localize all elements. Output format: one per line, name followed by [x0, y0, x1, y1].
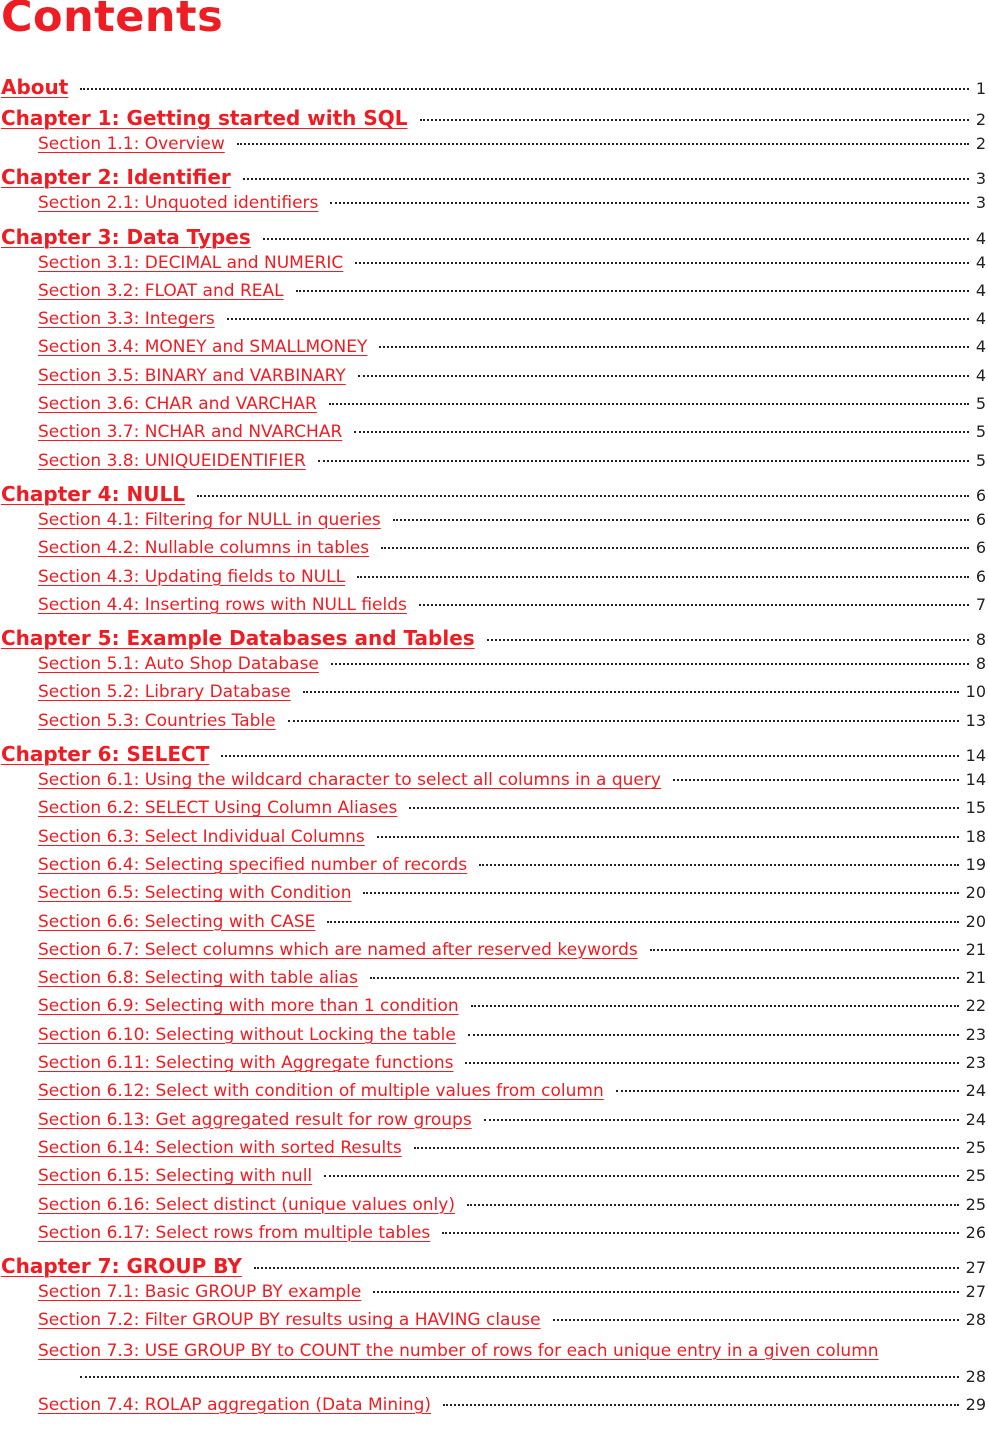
page-number: 28: [965, 1366, 986, 1386]
section-link[interactable]: Section 7.3: USE GROUP BY to COUNT the number of rows for each unique entry in a given column: [38, 1340, 879, 1361]
toc-section-row: [0, 1025, 988, 1053]
dot-leader: [324, 1165, 958, 1177]
dot-leader: [330, 192, 968, 204]
dot-leader: [303, 681, 959, 693]
section-link[interactable]: Section 4.3: Updating fields to NULL: [38, 566, 346, 587]
page-number: 4: [975, 309, 986, 329]
toc-section-row: [0, 422, 988, 450]
dot-leader: [318, 450, 969, 462]
toc-section-row: [0, 1310, 988, 1338]
page-number: 28: [965, 1310, 986, 1330]
toc-section-row: [0, 253, 988, 281]
dot-leader: [254, 1257, 959, 1269]
dot-leader: [673, 769, 959, 781]
toc-section-row: [0, 654, 988, 682]
page-number: 25: [965, 1137, 986, 1157]
page-number: 4: [975, 228, 986, 248]
toc-section-row: [0, 1195, 988, 1223]
page-number: 20: [965, 883, 986, 903]
dot-leader: [414, 1137, 959, 1149]
page-number: 14: [965, 770, 986, 790]
toc-section-row: [0, 1053, 988, 1081]
toc-chapter-row: [0, 162, 988, 193]
page-title: Contents: [1, 0, 224, 42]
page-number: 24: [965, 1081, 986, 1101]
toc-section-row: [0, 193, 988, 221]
page-number: 22: [965, 996, 986, 1016]
toc-section-row: [0, 451, 988, 479]
section-link[interactable]: Section 6.4: Selecting specified number of records: [38, 854, 468, 875]
dot-leader: [263, 228, 969, 240]
dot-leader: [442, 1222, 958, 1234]
page-number: 23: [965, 1053, 986, 1073]
page-number: 4: [975, 252, 986, 272]
page-number: 6: [975, 538, 986, 558]
toc-section-row: [0, 595, 988, 623]
section-link[interactable]: Section 6.8: Selecting with table alias: [38, 968, 358, 989]
chapter-link[interactable]: Chapter 7: GROUP BY: [1, 1254, 242, 1279]
page-number: 5: [975, 450, 986, 470]
dot-leader: [358, 365, 969, 377]
section-link[interactable]: Section 6.14: Selection with sorted Results: [38, 1137, 402, 1158]
toc-section-row: [0, 309, 988, 337]
toc-section-row: [0, 1166, 988, 1194]
toc-section-row: [0, 711, 988, 739]
toc-section-row: [0, 1110, 988, 1138]
dot-leader: [331, 653, 969, 665]
page-number: 18: [965, 826, 986, 846]
dot-leader: [363, 882, 958, 894]
page-number: 25: [965, 1194, 986, 1214]
dot-leader: [197, 485, 969, 497]
chapter-link[interactable]: Chapter 2: Identifier: [1, 165, 231, 190]
section-link[interactable]: Section 3.3: Integers: [38, 309, 215, 330]
dot-leader: [484, 1109, 959, 1121]
dot-leader: [237, 133, 969, 145]
toc-section-row: [0, 1138, 988, 1166]
section-link[interactable]: Section 6.13: Get aggregated result for row groups: [38, 1109, 472, 1130]
section-link[interactable]: Section 1.1: Overview: [38, 134, 225, 154]
dot-leader: [355, 252, 969, 264]
page-number: 10: [965, 682, 986, 702]
dot-leader: [479, 854, 959, 866]
section-link[interactable]: Section 7.2: Filter GROUP BY results using a HAVING clause: [38, 1310, 541, 1331]
section-link[interactable]: Section 4.1: Filtering for NULL in queries: [38, 509, 381, 530]
toc-section-row: [0, 798, 988, 826]
chapter-link[interactable]: Chapter 5: Example Databases and Tables: [1, 626, 475, 651]
page-number: 6: [975, 485, 986, 505]
section-link[interactable]: Section 3.4: MONEY and SMALLMONEY: [38, 337, 368, 358]
section-link[interactable]: Section 6.3: Select Individual Columns: [38, 826, 365, 847]
page-number: 20: [965, 911, 986, 931]
toc-section-row: [0, 281, 988, 309]
dot-leader: [296, 280, 969, 292]
dot-leader: [471, 995, 959, 1007]
dot-leader: [553, 1309, 959, 1321]
section-link[interactable]: Section 6.16: Select distinct (unique values only): [38, 1194, 455, 1215]
dot-leader: [419, 594, 969, 606]
toc-section-row: [0, 366, 988, 394]
chapter-link[interactable]: Chapter 4: NULL: [1, 481, 186, 506]
dot-leader: [373, 1281, 958, 1293]
toc-section-row: [0, 1339, 988, 1395]
toc-continuation-line: [0, 1367, 988, 1386]
page-number: 29: [965, 1394, 986, 1414]
toc-section-row: [0, 567, 988, 595]
dot-leader: [465, 1052, 958, 1064]
dot-leader: [221, 745, 958, 757]
page-number: 4: [975, 337, 986, 357]
section-link[interactable]: Section 5.1: Auto Shop Database: [38, 654, 319, 675]
page-number: 14: [965, 746, 986, 766]
section-link[interactable]: Section 3.2: FLOAT and REAL: [38, 280, 284, 301]
section-link[interactable]: Section 4.4: Inserting rows with NULL fields: [38, 594, 407, 615]
toc-section-row: [0, 134, 988, 162]
toc-section-row: [0, 883, 988, 911]
section-link[interactable]: Section 6.11: Selecting with Aggregate functions: [38, 1053, 454, 1074]
dot-leader: [393, 509, 969, 521]
section-link[interactable]: Section 5.3: Countries Table: [38, 710, 276, 731]
toc-section-row: [0, 1081, 988, 1109]
dot-leader: [227, 308, 969, 320]
dot-leader: [616, 1080, 959, 1092]
dot-leader: [381, 537, 969, 549]
toc-list: [0, 72, 988, 1423]
toc-section-row: [0, 394, 988, 422]
toc-section-row: [0, 337, 988, 365]
dot-leader: [379, 336, 968, 348]
section-link[interactable]: Section 5.2: Library Database: [38, 682, 291, 703]
page-number: 19: [965, 854, 986, 874]
page-number: 7: [975, 594, 986, 614]
section-link[interactable]: Section 6.1: Using the wildcard character to select all columns in a query: [38, 770, 661, 791]
section-link[interactable]: Section 6.9: Selecting with more than 1 condition: [38, 996, 459, 1017]
page-number: 26: [965, 1222, 986, 1242]
page-number: 5: [975, 394, 986, 414]
dot-leader: [354, 421, 969, 433]
page-number: 27: [965, 1258, 986, 1278]
page-number: 2: [975, 110, 986, 129]
section-link[interactable]: Section 6.15: Selecting with null: [38, 1166, 313, 1187]
page-number: 8: [975, 654, 986, 674]
section-link[interactable]: Section 3.8: UNIQUEIDENTIFIER: [38, 450, 306, 471]
section-link[interactable]: Section 3.1: DECIMAL and NUMERIC: [38, 252, 344, 273]
toc-section-row: [0, 855, 988, 883]
toc-section-row: [0, 996, 988, 1024]
toc-section-row: [0, 912, 988, 940]
section-link[interactable]: Section 6.10: Selecting without Locking the table: [38, 1024, 456, 1045]
dot-leader: [357, 566, 969, 578]
toc-chapter-row: [0, 623, 988, 654]
page-number: 13: [965, 710, 986, 730]
section-link[interactable]: Section 7.4: ROLAP aggregation (Data Mining): [38, 1394, 432, 1415]
dot-leader: [420, 109, 969, 121]
toc-section-row: [0, 968, 988, 996]
toc-chapter-row: [0, 222, 988, 253]
dot-leader: [443, 1394, 959, 1406]
section-link[interactable]: Section 3.5: BINARY and VARBINARY: [38, 365, 346, 386]
chapter-link[interactable]: Chapter 1: Getting started with SQL: [1, 106, 408, 130]
chapter-link[interactable]: Chapter 6: SELECT: [1, 742, 210, 767]
toc-section-row: [0, 770, 988, 798]
chapter-link[interactable]: Chapter 3: Data Types: [1, 224, 251, 249]
section-link[interactable]: Section 3.7: NCHAR and NVARCHAR: [38, 422, 343, 443]
section-link[interactable]: Section 4.2: Nullable columns in tables: [38, 538, 370, 559]
page-number: 25: [965, 1166, 986, 1186]
toc-section-row: [0, 940, 988, 968]
page-number: 3: [975, 193, 986, 213]
page-number: 5: [975, 422, 986, 442]
toc-chapter-row: [0, 1251, 988, 1282]
dot-leader: [377, 826, 959, 838]
page-number: 23: [965, 1024, 986, 1044]
page-number: 21: [965, 939, 986, 959]
dot-leader: [288, 710, 959, 722]
page-number: 8: [975, 630, 986, 650]
toc-chapter-row: [0, 72, 988, 103]
section-link[interactable]: Section 6.6: Selecting with CASE: [38, 911, 316, 932]
toc-section-row: [0, 1223, 988, 1251]
section-link[interactable]: Section 6.5: Selecting with Condition: [38, 883, 352, 904]
section-link[interactable]: Section 2.1: Unquoted identifiers: [38, 193, 319, 214]
dot-leader: [80, 78, 968, 90]
section-link[interactable]: Section 6.2: SELECT Using Column Aliases: [38, 798, 398, 819]
page-number: 4: [975, 280, 986, 300]
page-number: 2: [975, 134, 986, 153]
toc-section-row: [0, 510, 988, 538]
chapter-link[interactable]: About: [1, 75, 69, 99]
dot-leader: [243, 168, 969, 180]
section-link[interactable]: Section 6.17: Select rows from multiple tables: [38, 1222, 431, 1243]
page-number: 6: [975, 509, 986, 529]
toc-section-row: [0, 538, 988, 566]
dot-leader: [327, 911, 958, 923]
page-number: 27: [965, 1282, 986, 1302]
toc-chapter-row: [0, 103, 988, 134]
page-number: 3: [975, 169, 986, 189]
dot-leader: [468, 1024, 959, 1036]
page-number: 1: [975, 79, 986, 98]
dot-leader: [409, 797, 958, 809]
dot-leader: [80, 1366, 959, 1378]
dot-leader: [467, 1194, 959, 1206]
toc-section-row: [0, 827, 988, 855]
toc-section-row: [0, 1282, 988, 1310]
section-link[interactable]: Section 7.1: Basic GROUP BY example: [38, 1282, 362, 1303]
page-number: 15: [965, 798, 986, 818]
section-link[interactable]: Section 6.12: Select with condition of multiple values from column: [38, 1081, 604, 1102]
page-number: 21: [965, 968, 986, 988]
dot-leader: [370, 967, 959, 979]
toc-section-row: [0, 1395, 988, 1423]
section-link[interactable]: Section 3.6: CHAR and VARCHAR: [38, 394, 317, 415]
page-number: 24: [965, 1109, 986, 1129]
page-number: 4: [975, 365, 986, 385]
page-number: 6: [975, 566, 986, 586]
dot-leader: [329, 393, 969, 405]
dot-leader: [650, 939, 959, 951]
toc-chapter-row: [0, 479, 988, 510]
dot-leader: [487, 629, 969, 641]
section-link[interactable]: Section 6.7: Select columns which are named after reserved keywords: [38, 939, 638, 960]
toc-chapter-row: [0, 739, 988, 770]
toc-section-row: [0, 682, 988, 710]
